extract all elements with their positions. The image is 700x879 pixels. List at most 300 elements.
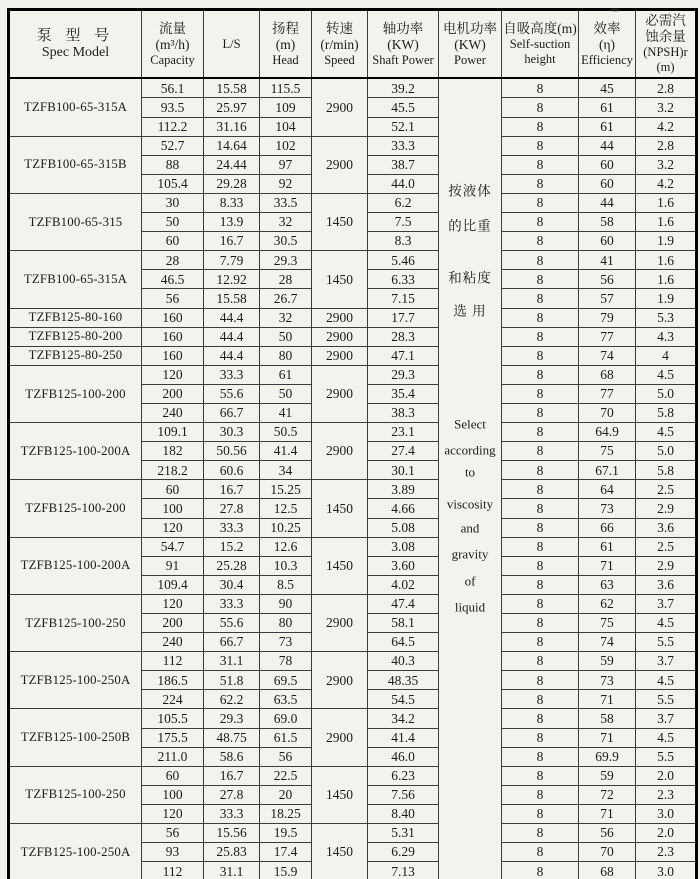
capacity-cell: 56: [142, 824, 204, 843]
shaft-power-cell: 28.3: [368, 327, 439, 346]
efficiency-cell: 67.1: [579, 461, 636, 480]
col-header-model: [9, 10, 142, 79]
head-cell: 32: [260, 308, 312, 327]
efficiency-cell: 58: [579, 213, 636, 232]
efficiency-cell: 45: [579, 78, 636, 98]
ls-cell: 16.7: [204, 232, 260, 251]
shaft-power-cell: 41.4: [368, 728, 439, 747]
shaft-power-cell: 6.23: [368, 766, 439, 785]
header-text: (η): [598, 36, 616, 52]
efficiency-cell: 71: [579, 556, 636, 575]
npsh-cell: 1.6: [636, 193, 697, 212]
model-cell: TZFB125-80-250: [9, 346, 142, 365]
self-suction-cell: 8: [502, 327, 579, 346]
self-suction-cell: 8: [502, 709, 579, 728]
efficiency-cell: 41: [579, 251, 636, 270]
head-cell: 104: [260, 117, 312, 136]
power-note-line: according: [444, 442, 496, 458]
shaft-power-cell: 8.3: [368, 232, 439, 251]
model-cell: TZFB100-65-315A: [9, 78, 142, 136]
ls-cell: 62.2: [204, 690, 260, 709]
col-header-head: [260, 10, 312, 79]
col-header-power: [439, 10, 502, 79]
npsh-cell: 2.9: [636, 499, 697, 518]
self-suction-cell: 8: [502, 690, 579, 709]
speed-cell: 1450: [312, 480, 368, 537]
header-text: (m): [656, 60, 675, 75]
ls-cell: 30.4: [204, 575, 260, 594]
header-text: Efficiency: [581, 52, 633, 67]
speed-cell: 1450: [312, 251, 368, 308]
self-suction-cell: 8: [502, 594, 579, 613]
npsh-cell: 4.2: [636, 117, 697, 136]
capacity-cell: 109.1: [142, 423, 204, 442]
shaft-power-cell: 7.56: [368, 785, 439, 804]
efficiency-cell: 62: [579, 594, 636, 613]
self-suction-cell: 8: [502, 117, 579, 136]
speed-cell: 2900: [312, 652, 368, 709]
npsh-cell: 3.2: [636, 98, 697, 117]
speed-cell: 1450: [312, 193, 368, 250]
npsh-cell: 4.5: [636, 423, 697, 442]
capacity-cell: 160: [142, 308, 204, 327]
ls-cell: 44.4: [204, 308, 260, 327]
head-cell: 12.6: [260, 537, 312, 556]
npsh-cell: 4: [636, 346, 697, 365]
ls-cell: 33.3: [204, 804, 260, 823]
ls-cell: 51.8: [204, 671, 260, 690]
efficiency-cell: 66: [579, 518, 636, 537]
ls-cell: 30.3: [204, 423, 260, 442]
efficiency-cell: 61: [579, 537, 636, 556]
speed-cell: 1450: [312, 824, 368, 879]
shaft-power-cell: 33.3: [368, 136, 439, 155]
speed-cell: 2900: [312, 423, 368, 480]
shaft-power-cell: 27.4: [368, 442, 439, 461]
ls-cell: 27.8: [204, 785, 260, 804]
ls-cell: 14.64: [204, 136, 260, 155]
shaft-power-cell: 29.3: [368, 365, 439, 384]
power-note-line: 按液体: [448, 182, 492, 198]
ls-cell: 31.1: [204, 652, 260, 671]
header-text: Power: [454, 52, 486, 67]
efficiency-cell: 60: [579, 155, 636, 174]
npsh-cell: 3.6: [636, 575, 697, 594]
ls-cell: 7.79: [204, 251, 260, 270]
capacity-cell: 120: [142, 594, 204, 613]
capacity-cell: 120: [142, 804, 204, 823]
self-suction-cell: 8: [502, 461, 579, 480]
self-suction-cell: 8: [502, 480, 579, 499]
efficiency-cell: 59: [579, 766, 636, 785]
npsh-cell: 1.9: [636, 232, 697, 251]
shaft-power-cell: 34.2: [368, 709, 439, 728]
ls-cell: 16.7: [204, 766, 260, 785]
capacity-cell: 54.7: [142, 537, 204, 556]
capacity-cell: 160: [142, 346, 204, 365]
shaft-power-cell: 47.1: [368, 346, 439, 365]
efficiency-cell: 59: [579, 652, 636, 671]
npsh-cell: 2.0: [636, 766, 697, 785]
shaft-power-cell: 3.89: [368, 480, 439, 499]
shaft-power-cell: 38.7: [368, 155, 439, 174]
header-text: 蚀余量: [645, 29, 686, 45]
npsh-cell: 5.5: [636, 633, 697, 652]
table-row: [9, 594, 697, 613]
ls-cell: 24.44: [204, 155, 260, 174]
model-cell: TZFB125-100-250A: [9, 824, 142, 879]
npsh-cell: 3.0: [636, 804, 697, 823]
efficiency-cell: 71: [579, 690, 636, 709]
capacity-cell: 60: [142, 480, 204, 499]
npsh-cell: 1.6: [636, 270, 697, 289]
npsh-cell: 4.2: [636, 174, 697, 193]
capacity-cell: 60: [142, 232, 204, 251]
efficiency-cell: 60: [579, 232, 636, 251]
speed-cell: 2900: [312, 308, 368, 327]
head-cell: 78: [260, 652, 312, 671]
self-suction-cell: 8: [502, 747, 579, 766]
power-note-line: 的比重: [448, 218, 492, 234]
shaft-power-cell: 4.66: [368, 499, 439, 518]
efficiency-cell: 56: [579, 270, 636, 289]
power-note-line: Select: [454, 416, 486, 432]
shaft-power-cell: 8.40: [368, 804, 439, 823]
npsh-cell: 5.5: [636, 747, 697, 766]
ls-cell: 15.58: [204, 78, 260, 98]
capacity-cell: 160: [142, 327, 204, 346]
self-suction-cell: 8: [502, 766, 579, 785]
self-suction-cell: 8: [502, 155, 579, 174]
table-row: [9, 136, 697, 155]
self-suction-cell: 8: [502, 98, 579, 117]
head-cell: 41.4: [260, 442, 312, 461]
head-cell: 50.5: [260, 423, 312, 442]
self-suction-cell: 8: [502, 785, 579, 804]
header-text: Self-suction: [509, 37, 571, 52]
header-text: Head: [272, 52, 299, 67]
capacity-cell: 112: [142, 652, 204, 671]
ls-cell: 33.3: [204, 518, 260, 537]
head-cell: 15.9: [260, 862, 312, 879]
self-suction-cell: 8: [502, 423, 579, 442]
shaft-power-cell: 7.13: [368, 862, 439, 879]
head-cell: 115.5: [260, 78, 312, 98]
capacity-cell: 91: [142, 556, 204, 575]
ls-cell: 16.7: [204, 480, 260, 499]
model-cell: TZFB100-65-315: [9, 193, 142, 250]
model-cell: TZFB100-65-315B: [9, 136, 142, 193]
head-cell: 33.5: [260, 193, 312, 212]
shaft-power-cell: 54.5: [368, 690, 439, 709]
capacity-cell: 60: [142, 766, 204, 785]
table-row: [9, 308, 697, 327]
self-suction-cell: 8: [502, 174, 579, 193]
self-suction-cell: 8: [502, 78, 579, 98]
shaft-power-cell: 52.1: [368, 117, 439, 136]
header-text: 扬程: [272, 20, 299, 36]
header-text: 轴功率: [382, 20, 424, 36]
efficiency-cell: 44: [579, 136, 636, 155]
motor-power-note-cell: [439, 78, 502, 879]
npsh-cell: 4.5: [636, 728, 697, 747]
shaft-power-cell: 5.46: [368, 251, 439, 270]
self-suction-cell: 8: [502, 232, 579, 251]
col-header-capacity: [142, 10, 204, 79]
efficiency-cell: 61: [579, 98, 636, 117]
ls-cell: 15.58: [204, 289, 260, 308]
head-cell: 80: [260, 614, 312, 633]
shaft-power-cell: 7.15: [368, 289, 439, 308]
shaft-power-cell: 7.5: [368, 213, 439, 232]
head-cell: 69.5: [260, 671, 312, 690]
head-cell: 10.25: [260, 518, 312, 537]
ls-cell: 25.28: [204, 556, 260, 575]
speed-cell: 2900: [312, 365, 368, 422]
capacity-cell: 200: [142, 614, 204, 633]
head-cell: 97: [260, 155, 312, 174]
table-row: [9, 537, 697, 556]
npsh-cell: 2.0: [636, 824, 697, 843]
self-suction-cell: 8: [502, 193, 579, 212]
model-cell: TZFB125-100-250: [9, 766, 142, 823]
efficiency-cell: 72: [579, 785, 636, 804]
capacity-cell: 211.0: [142, 747, 204, 766]
head-cell: 41: [260, 403, 312, 422]
col-header-npsh: [636, 10, 697, 79]
efficiency-cell: 64.9: [579, 423, 636, 442]
table-row: [9, 766, 697, 785]
speed-cell: 2900: [312, 346, 368, 365]
efficiency-cell: 70: [579, 403, 636, 422]
shaft-power-cell: 44.0: [368, 174, 439, 193]
self-suction-cell: 8: [502, 442, 579, 461]
power-note-line: liquid: [454, 599, 486, 615]
head-cell: 17.4: [260, 843, 312, 862]
head-cell: 109: [260, 98, 312, 117]
efficiency-cell: 73: [579, 671, 636, 690]
self-suction-cell: 8: [502, 843, 579, 862]
shaft-power-cell: 5.08: [368, 518, 439, 537]
header-text: L/S: [222, 36, 241, 51]
header-text: (KW): [387, 36, 419, 52]
head-cell: 50: [260, 327, 312, 346]
table-row: [9, 327, 697, 346]
head-cell: 8.5: [260, 575, 312, 594]
model-cell: TZFB125-100-200: [9, 365, 142, 422]
npsh-cell: 3.2: [636, 155, 697, 174]
table-row: [9, 652, 697, 671]
ls-cell: 55.6: [204, 384, 260, 403]
self-suction-cell: 8: [502, 289, 579, 308]
capacity-cell: 93.5: [142, 98, 204, 117]
shaft-power-cell: 38.3: [368, 403, 439, 422]
capacity-cell: 52.7: [142, 136, 204, 155]
self-suction-cell: 8: [502, 575, 579, 594]
efficiency-cell: 61: [579, 117, 636, 136]
ls-cell: 66.7: [204, 403, 260, 422]
shaft-power-cell: 5.31: [368, 824, 439, 843]
npsh-cell: 5.8: [636, 461, 697, 480]
shaft-power-cell: 35.4: [368, 384, 439, 403]
head-cell: 28: [260, 270, 312, 289]
shaft-power-cell: 4.02: [368, 575, 439, 594]
table-row: [9, 78, 697, 98]
self-suction-cell: 8: [502, 862, 579, 879]
capacity-cell: 112.2: [142, 117, 204, 136]
ls-cell: 33.3: [204, 594, 260, 613]
speed-cell: 2900: [312, 709, 368, 766]
table-row: [9, 480, 697, 499]
capacity-cell: 93: [142, 843, 204, 862]
power-note-line: and: [460, 520, 480, 536]
shaft-power-cell: 3.60: [368, 556, 439, 575]
self-suction-cell: 8: [502, 384, 579, 403]
model-cell: TZFB125-100-200: [9, 480, 142, 537]
npsh-cell: 5.0: [636, 384, 697, 403]
efficiency-cell: 75: [579, 442, 636, 461]
self-suction-cell: 8: [502, 136, 579, 155]
efficiency-cell: 60: [579, 174, 636, 193]
shaft-power-cell: 48.35: [368, 671, 439, 690]
capacity-cell: 105.4: [142, 174, 204, 193]
self-suction-cell: 8: [502, 213, 579, 232]
npsh-cell: 5.5: [636, 690, 697, 709]
col-header-eff: [579, 10, 636, 79]
table-row: [9, 709, 697, 728]
ls-cell: 50.56: [204, 442, 260, 461]
shaft-power-cell: 6.29: [368, 843, 439, 862]
efficiency-cell: 71: [579, 728, 636, 747]
self-suction-cell: 8: [502, 346, 579, 365]
speed-cell: 2900: [312, 594, 368, 651]
capacity-cell: 28: [142, 251, 204, 270]
shaft-power-cell: 39.2: [368, 78, 439, 98]
speed-cell: 2900: [312, 327, 368, 346]
efficiency-cell: 68: [579, 365, 636, 384]
head-cell: 32: [260, 213, 312, 232]
self-suction-cell: 8: [502, 652, 579, 671]
ls-cell: 25.97: [204, 98, 260, 117]
col-header-suction: [502, 10, 579, 79]
npsh-cell: 4.5: [636, 614, 697, 633]
table-row: [9, 251, 697, 270]
head-cell: 18.25: [260, 804, 312, 823]
speed-cell: 2900: [312, 136, 368, 193]
self-suction-cell: 8: [502, 365, 579, 384]
model-cell: TZFB100-65-315A: [9, 251, 142, 308]
npsh-cell: 1.6: [636, 251, 697, 270]
capacity-cell: 224: [142, 690, 204, 709]
header-text: (m): [275, 36, 296, 52]
npsh-cell: 1.6: [636, 213, 697, 232]
efficiency-cell: 74: [579, 633, 636, 652]
model-cell: TZFB125-100-250B: [9, 709, 142, 766]
model-cell: TZFB125-100-250A: [9, 652, 142, 709]
col-header-shaft: [368, 10, 439, 79]
npsh-cell: 4.5: [636, 365, 697, 384]
capacity-cell: 56: [142, 289, 204, 308]
efficiency-cell: 71: [579, 804, 636, 823]
capacity-cell: 175.5: [142, 728, 204, 747]
model-cell: TZFB125-100-250: [9, 594, 142, 651]
npsh-cell: 4.5: [636, 671, 697, 690]
table-header: [9, 10, 697, 79]
self-suction-cell: 8: [502, 804, 579, 823]
npsh-cell: 2.3: [636, 785, 697, 804]
capacity-cell: 56.1: [142, 78, 204, 98]
shaft-power-cell: 47.4: [368, 594, 439, 613]
head-cell: 22.5: [260, 766, 312, 785]
table-row: [9, 346, 697, 365]
capacity-cell: 200: [142, 384, 204, 403]
ls-cell: 66.7: [204, 633, 260, 652]
efficiency-cell: 56: [579, 824, 636, 843]
ls-cell: 48.75: [204, 728, 260, 747]
head-cell: 56: [260, 747, 312, 766]
head-cell: 90: [260, 594, 312, 613]
header-text: 效率: [593, 20, 621, 36]
efficiency-cell: 70: [579, 843, 636, 862]
table-row: [9, 365, 697, 384]
ls-cell: 55.6: [204, 614, 260, 633]
self-suction-cell: 8: [502, 633, 579, 652]
capacity-cell: 240: [142, 403, 204, 422]
header-text: (r/min): [320, 36, 359, 52]
capacity-cell: 105.5: [142, 709, 204, 728]
model-cell: TZFB125-80-200: [9, 327, 142, 346]
self-suction-cell: 8: [502, 728, 579, 747]
header-text: (KW): [454, 36, 486, 52]
header-text: 转速: [326, 20, 353, 36]
ls-cell: 15.2: [204, 537, 260, 556]
shaft-power-cell: 6.33: [368, 270, 439, 289]
head-cell: 26.7: [260, 289, 312, 308]
ls-cell: 44.4: [204, 327, 260, 346]
power-note-line: 选 用: [453, 303, 487, 319]
shaft-power-cell: 23.1: [368, 423, 439, 442]
npsh-cell: 2.3: [636, 843, 697, 862]
self-suction-cell: 8: [502, 556, 579, 575]
npsh-cell: 3.7: [636, 709, 697, 728]
npsh-cell: 5.8: [636, 403, 697, 422]
efficiency-cell: 44: [579, 193, 636, 212]
ls-cell: 29.28: [204, 174, 260, 193]
npsh-cell: 5.0: [636, 442, 697, 461]
power-note-line: 和粘度: [448, 270, 492, 286]
self-suction-cell: 8: [502, 671, 579, 690]
head-cell: 73: [260, 633, 312, 652]
shaft-power-cell: 6.2: [368, 193, 439, 212]
capacity-cell: 100: [142, 785, 204, 804]
self-suction-cell: 8: [502, 403, 579, 422]
head-cell: 30.5: [260, 232, 312, 251]
capacity-cell: 120: [142, 518, 204, 537]
capacity-cell: 186.5: [142, 671, 204, 690]
ls-cell: 15.56: [204, 824, 260, 843]
capacity-cell: 46.5: [142, 270, 204, 289]
efficiency-cell: 63: [579, 575, 636, 594]
npsh-cell: 4.3: [636, 327, 697, 346]
ls-cell: 44.4: [204, 346, 260, 365]
npsh-cell: 5.3: [636, 308, 697, 327]
head-cell: 80: [260, 346, 312, 365]
head-cell: 29.3: [260, 251, 312, 270]
ls-cell: 8.33: [204, 193, 260, 212]
model-cell: TZFB125-100-200A: [9, 537, 142, 594]
npsh-cell: 2.8: [636, 78, 697, 98]
capacity-cell: 109.4: [142, 575, 204, 594]
